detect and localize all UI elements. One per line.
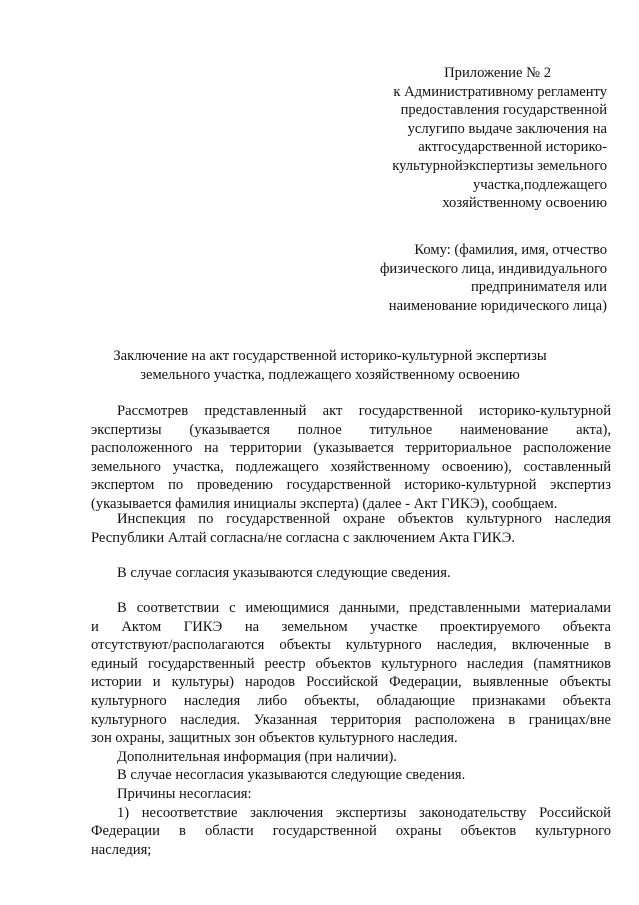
paragraph-line: и Актом ГИКЭ на земельном участке проектируемого объекта bbox=[91, 618, 611, 635]
paragraph-line: истории и культуры) народов Российской Федерации, выявленные объекты bbox=[91, 674, 611, 691]
title-line: земельного участка, подлежащего хозяйственному освоению bbox=[140, 366, 520, 383]
appendix-line: хозяйственному освоению bbox=[442, 195, 607, 212]
paragraph-line: (указывается фамилия инициалы эксперта) (далее - Акт ГИКЭ), сообщаем. bbox=[91, 495, 558, 512]
appendix-number: Приложение № 2 bbox=[444, 65, 551, 81]
reasons-heading: Причины несогласия: bbox=[117, 785, 252, 802]
disagreement-line: В случае несогласия указываются следующие сведения. bbox=[117, 767, 466, 784]
paragraph-line: Рассмотрев представленный акт государственной историко-культурной bbox=[117, 403, 611, 419]
paragraph-review bbox=[91, 402, 611, 514]
paragraph-line: отсутствуют/располагаются объекты культурного наследия, включенные в bbox=[91, 637, 611, 654]
paragraph-line: зон охраны, защитных зон объектов культурного наследия. bbox=[91, 730, 458, 747]
paragraph-inspection bbox=[91, 510, 611, 547]
paragraph-line: Республики Алтай согласна/не согласна с заключением Акта ГИКЭ. bbox=[91, 529, 516, 546]
reason-item: 1) несоответствие заключения экспертизы законодательству Российской bbox=[117, 804, 611, 821]
paragraph-line: В случае согласия указываются следующие сведения. bbox=[117, 565, 451, 581]
paragraph-line: экспертизы (указывается полное титульное наименование акта), bbox=[91, 421, 611, 438]
reason-item-line: наследия; bbox=[91, 841, 152, 858]
paragraph-line: земельного участка, подлежащего хозяйственному освоению), составленный bbox=[91, 458, 611, 475]
paragraph-line: культурного наследия либо объекты, обладающие признаками объекта bbox=[91, 692, 611, 709]
additional-info-line: Дополнительная информация (при наличии). bbox=[117, 748, 397, 765]
recipient-block bbox=[347, 241, 607, 315]
appendix-line: к Административному регламенту bbox=[393, 83, 607, 100]
reason-item-line: Федерации в области государственной охраны объектов культурного bbox=[91, 823, 611, 840]
appendix-line: актгосударственной историко- bbox=[418, 139, 607, 156]
appendix-line: культурнойэкспертизы земельного bbox=[392, 157, 607, 174]
paragraph-line: культурного наследия. Указанная территория расположена в границах/вне bbox=[91, 711, 611, 728]
appendix-line: участка,подлежащего bbox=[472, 176, 607, 193]
document-title bbox=[60, 347, 600, 384]
paragraph-line: расположенного на территории (указывается территориальное расположение bbox=[91, 440, 611, 457]
paragraph-details bbox=[91, 599, 611, 859]
paragraph-line: единый государственный реестр объектов культурного наследия (памятников bbox=[91, 655, 611, 672]
appendix-line: предоставления государственной bbox=[400, 102, 607, 119]
appendix-line: услугипо выдаче заключения на bbox=[407, 120, 607, 137]
appendix-header bbox=[357, 64, 607, 213]
recipient-line: Кому: (фамилия, имя, отчество bbox=[414, 242, 607, 258]
recipient-line: наименование юридического лица) bbox=[388, 297, 607, 314]
paragraph-line: В соответствии с имеющимися данными, представленными материалами bbox=[117, 600, 611, 616]
paragraph-line: Инспекция по государственной охране объектов культурного наследия bbox=[117, 511, 611, 527]
paragraph-line: экспертом по проведению государственной историко-культурной экспертиз bbox=[91, 477, 611, 494]
paragraph-consent bbox=[91, 564, 611, 583]
recipient-line: предпринимателя или bbox=[471, 279, 607, 296]
title-line: Заключение на акт государственной историко-культурной экспертизы bbox=[113, 348, 547, 364]
recipient-line: физического лица, индивидуального bbox=[379, 260, 607, 277]
